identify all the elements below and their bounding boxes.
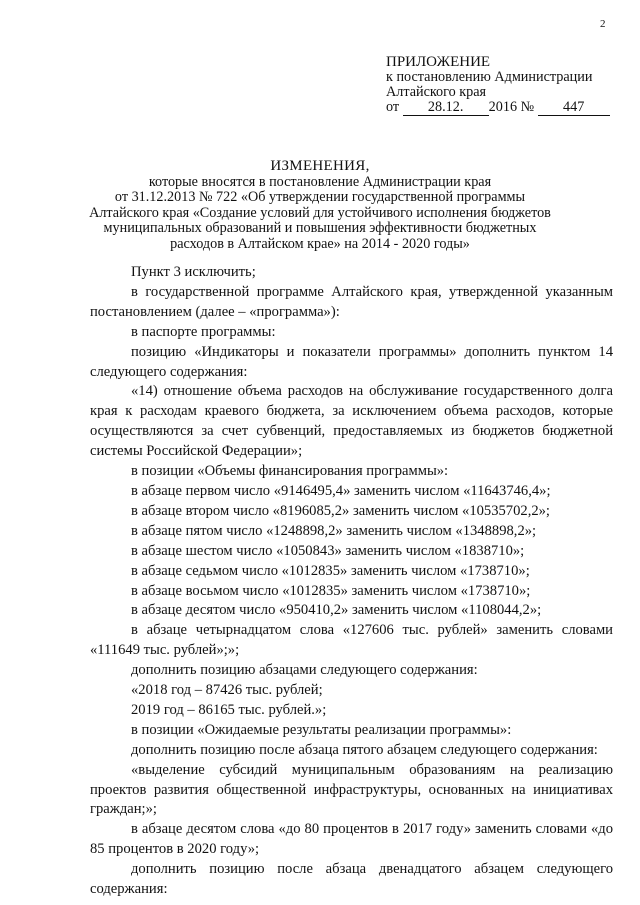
document-heading [40,159,600,252]
paragraph: в абзаце пятом число «1248898,2» заменить числом «1348898,2»; [131,522,537,539]
paragraph: в абзаце первом число «9146495,4» заменить числом «11643746,4»; [131,482,551,499]
heading-line: муниципальных образований и повышения эффективности бюджетных [103,220,537,236]
paragraph: дополнить позицию после абзаца двенадцатого абзацем следующего содержания: [90,861,613,898]
heading-line: расходов в Алтайском крае» на 2014 - 2020 годы» [170,235,470,252]
paragraph: Пункт 3 исключить; [131,264,256,280]
heading-line: Алтайского края «Создание условий для устойчивого исполнения бюджетов [89,204,551,221]
heading-line: от 31.12.2013 № 722 «Об утверждении государственной программы [114,189,526,205]
paragraph: в позиции «Ожидаемые результаты реализации программы»: [131,721,512,738]
paragraph: в абзаце восьмом число «1012835» заменить числом «1738710»; [131,582,531,599]
paragraph: позицию «Индикаторы и показатели программы» дополнить пунктом 14 следующего содержания: [90,343,613,380]
date-value: 28.12. [427,99,464,115]
heading-title: ИЗМЕНЕНИЯ, [270,158,370,174]
year: 2016 [488,99,518,115]
appendix-line-2: Алтайского края [386,84,487,100]
paragraph: «2018 год – 87426 тыс. рублей; [131,682,323,699]
date-prefix: от [386,99,400,115]
document-body [90,263,613,900]
paragraph: 2019 год – 86165 тыс. рублей.»; [131,701,327,718]
paragraph: в абзаце десятом слова «до 80 процентов в 2017 году» заменить словами «до 85 процентов в 2020 году»; [90,821,613,858]
number-field [538,100,610,116]
paragraph: в абзаце четырнадцатом слова «127606 тыс. рублей» заменить словами «111649 тыс. рублей»;»; [90,622,613,659]
date-field [403,100,489,116]
paragraph: «14) отношение объема расходов на обслуживание государственного долга края к расходам краевого бюджета, за исключением объема расходов, которые осуществляются за счет субвенций, предоставляемых из бюджетов бюджетной системы Российской Федерации»; [90,383,613,460]
appendix-date-line [386,100,610,116]
paragraph: дополнить позицию после абзаца пятого абзацем следующего содержания: [131,741,598,758]
paragraph: в позиции «Объемы финансирования программы»: [131,463,449,480]
paragraph: в абзаце седьмом число «1012835» заменить числом «1738710»; [131,562,530,579]
appendix-line-1: к постановлению Администрации [386,69,593,85]
paragraph: в абзаце втором число «8196085,2» заменить числом «10535702,2»; [131,502,550,519]
appendix-title: ПРИЛОЖЕНИЕ [386,54,491,70]
paragraph: дополнить позицию абзацами следующего содержания: [131,662,478,679]
paragraph: «выделение субсидий муниципальным образованиям на реализацию проектов развития общественной инфраструктуры, основанных на инициативах граждан;»; [90,761,613,818]
number-value: 447 [563,99,585,115]
appendix-block [386,55,610,116]
paragraph: в абзаце шестом число «1050843» заменить числом «1838710»; [131,542,525,559]
number-prefix: № [520,99,535,115]
page-number: 2 [600,18,606,30]
paragraph: в государственной программе Алтайского края, утвержденной указанным постановлением (далее – «программа»): [90,283,613,320]
paragraph: в абзаце десятом число «950410,2» заменить числом «1108044,2»; [131,602,542,619]
paragraph: в паспорте программы: [131,323,276,340]
heading-line: которые вносятся в постановление Администрации края [148,173,492,190]
